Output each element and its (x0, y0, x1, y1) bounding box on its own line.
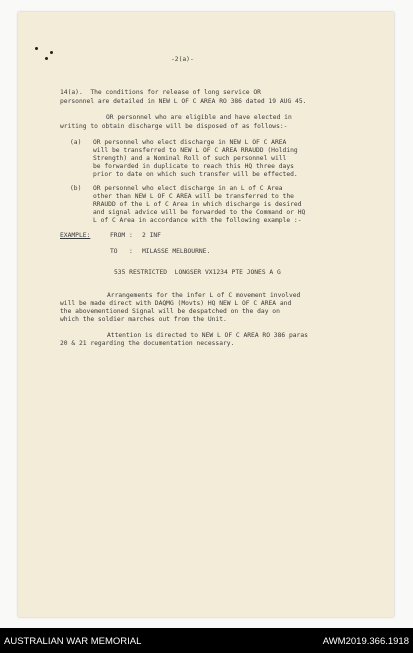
record-id: AWM2019.366.1918 (322, 636, 409, 647)
item-a-line: will be transferred to NEW L OF C AREA RRAUDD (Holding (93, 147, 298, 154)
example-label: EXAMPLE: (60, 232, 91, 239)
item-b-label: (b) (70, 185, 82, 192)
para-14a-line: personnel are detailed in NEW L OF C AREA RO 386 dated 19 AUG 45. (60, 98, 307, 105)
item-a-line: prior to date on which such transfer will be effected. (93, 171, 298, 178)
punch-hole (45, 57, 48, 60)
from-label: FROM : (110, 232, 133, 239)
item-a-line: be forwarded in duplicate to reach this HQ three days (93, 163, 294, 170)
para-line: OR personnel who are eligible and have elected in (106, 114, 292, 121)
document-page (18, 12, 394, 617)
item-a-label: (a) (70, 139, 82, 146)
institution-name: AUSTRALIAN WAR MEMORIAL (4, 636, 142, 647)
item-b-line: RRAUDD of the L of C Area in which discharge is desired (93, 201, 302, 208)
to-value: MILASSE MELBOURNE. (142, 248, 211, 255)
punch-hole (50, 51, 53, 54)
to-label: TO : (110, 248, 133, 255)
arrangements-line: will be made direct with DAQMG (Movts) HQ NEW L OF C AREA and (60, 300, 292, 307)
archive-footer (0, 628, 413, 653)
item-b-line: OR personnel who elect discharge in an L of C Area (93, 185, 283, 192)
page-marker: -2(a)- (171, 56, 194, 63)
item-b-line: other than NEW L OF C AREA will be transferred to the (93, 193, 294, 200)
item-b-line: L of C Area in accordance with the following example :- (93, 217, 302, 224)
arrangements-line: the abovementioned Signal will be despatched on the day on (60, 308, 280, 315)
para-14a-line: 14(a). The conditions for release of long service OR (60, 89, 261, 96)
item-a-line: Strength) and a Nominal Roll of such personnel will (93, 155, 287, 162)
punch-hole (35, 47, 38, 50)
attention-line: 20 & 21 regarding the documentation necessary. (60, 340, 235, 347)
signal-line: 535 RESTRICTED LONGSER VX1234 PTE JONES A G (114, 269, 281, 276)
para-line: writing to obtain discharge will be disposed of as follows:- (60, 123, 288, 130)
item-b-line: and signal advice will be forwarded to the Command or HQ (93, 209, 306, 216)
arrangements-line: Arrangements for the infer L of C movement involved (107, 292, 301, 299)
item-a-line: OR personnel who elect discharge in NEW L OF C AREA (93, 139, 287, 146)
from-value: 2 INF (142, 232, 161, 239)
arrangements-line: which the soldier marches out from the Unit. (60, 316, 227, 323)
attention-line: Attention is directed to NEW L OF C AREA RO 386 paras (107, 332, 308, 339)
